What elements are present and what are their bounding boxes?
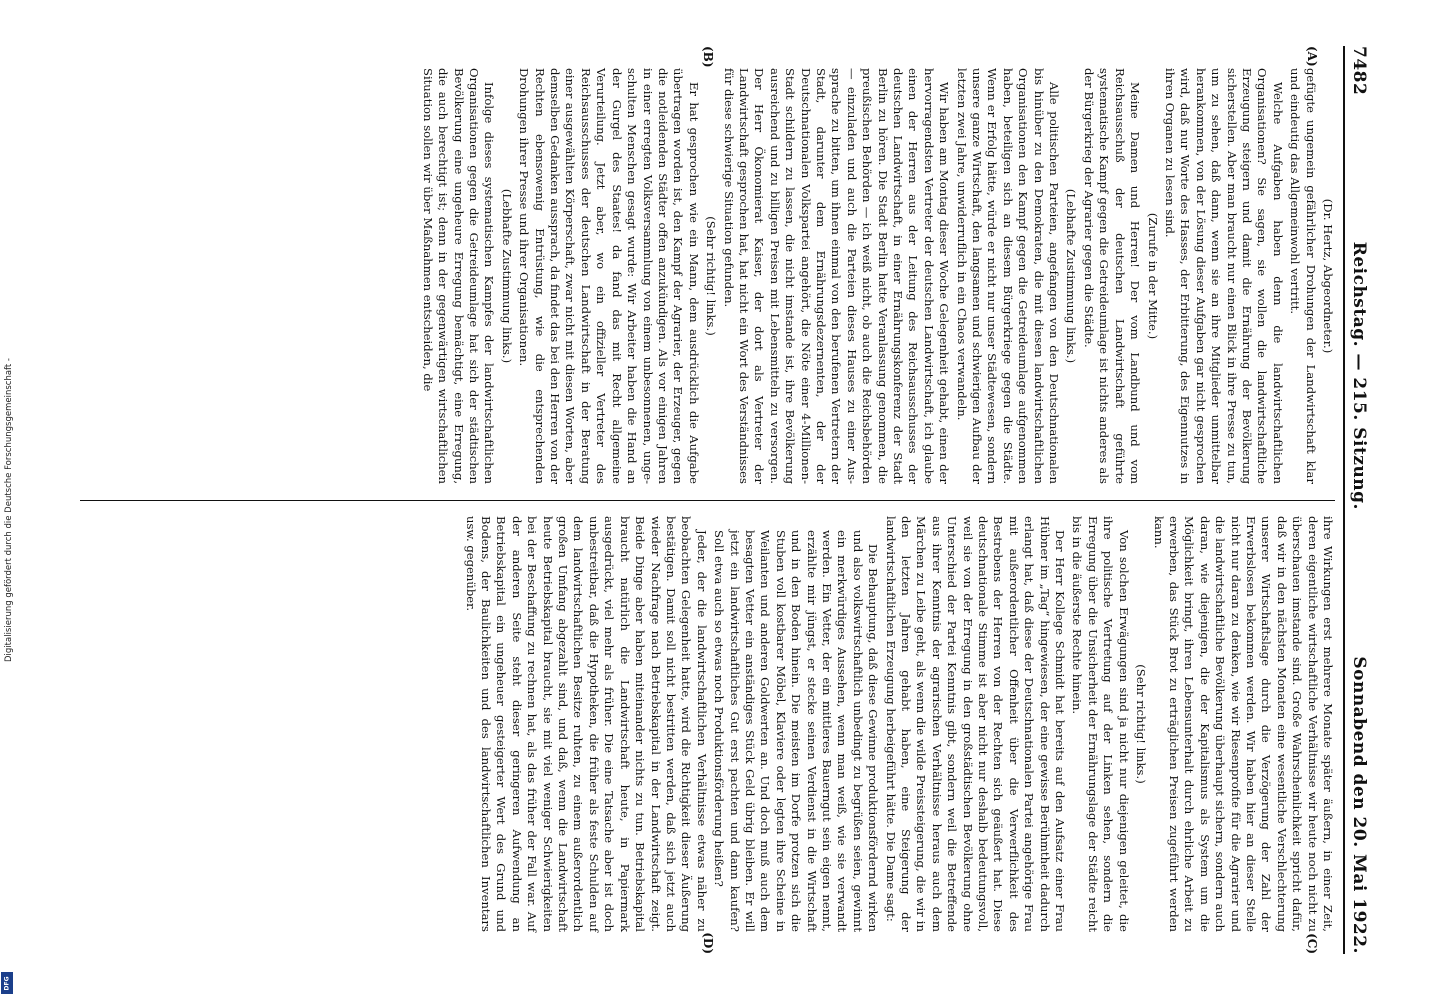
interjection: (Zurufe in der Mitte.) (1145, 212, 1160, 340)
paragraph: Wir haben am Montag dieser Woche Gelegenheit gehabt, einen der hervorragendsten Vertreter der deutschen Landwirtschaft, ich glaube einen der Herren aus der Leitung des Reichsausschusses der deutschen Landwirtschaft, in einer Ernährungskonferenz der Stadt Berlin zu hören. Die Stadt Berlin hatte Veranlassung genommen, die preußischen Behörden — ich weiß nicht, ob auch die Reichsbehörden — einzuladen und auch die Parteien dieses Hauses zu einer Aussprache zu bitten, um ihnen einmal von den berufenen Vertretern der Stadt, darunter dem Ernährungsdezernenten, der der Deutschnationalen Volkspartei angehört, die Nöte einer 4-Millionen-Stadt schildern zu lassen, die nicht imstande ist, ihre Bevölkerung ausreichend und zu billigen Preisen mit Lebensmitteln zu versorgen. Der Herr Ökonomierat Kaiser, der dort als Vertreter der Landwirtschaft gesprochen hat, hat nicht ein Wort des Verständnisses für diese schwierige Situation gefunden. (721, 68, 952, 484)
interjection: (Sehr richtig! links.) (1134, 664, 1149, 784)
page-date: Sonnabend den 20. Mai 1922. (1349, 656, 1369, 954)
text-columns (80, 46, 1335, 954)
paragraph: Von solchen Erwägungen sind ja nicht nur diejenigen geleitet, die ihre politische Vertretung auf der Linken sehen, sondern die Erregung über die Unsicherheit der Ernährungslage der Städte reicht bis in die äußerste Rechte hinein. (1070, 516, 1131, 932)
speaker-label: (Dr. Hertz, Abgeordneter.) (1321, 198, 1335, 354)
page-title: Reichstag. — 215. Sitzung. (1349, 241, 1369, 510)
left-column (80, 46, 1335, 500)
margin-marker-c: (C) (1305, 933, 1319, 954)
interjection: (Lebhafte Zustimmung links.) (499, 188, 514, 364)
margin-marker-a: (A) (1305, 46, 1319, 67)
margin-marker-b: (B) (701, 46, 715, 68)
paragraph: Alle politischen Parteien, angefangen von den Deutschnationalen bis hinüber zu den Demokraten, die mit diesen landwirtschaftlichen Organisationen den Kampf gegen die Getreideumlage aufgenommen haben, beteiligen sich an diesem Bürgerkriege gegen die Städte. Wenn er Erfolg hätte, würde er nicht nur unser Städtewesen, sondern unsere ganze Wirtschaft, den langsamen und schwierigen Aufbau der letzten zwei Jahre, unwiderruflich in ein Chaos verwandeln. (954, 68, 1062, 484)
paragraph: ihre Wirkungen erst mehrere Monate später äußern, in einer Zeit, deren eigentliche wirtschaftliche Verhältnisse wir heute noch nicht zu überschauen imstande sind. Große Wahrscheinlichkeit spricht dafür, daß wir in den nächsten Monaten eine wesentliche Verschlechterung unserer Wirtschaftslage durch die Verzögerung der Zahl der Erwerbslosen bekommen werden. Wir haben hier an dieser Stelle nicht nur daran zu denken, wie wir Riesenprofite für die Agrarier und die landwirtschaftliche Bevölkerung überhaupt sichern, sondern auch daran, wie diejenigen, die der Kapitalismus als System um die Möglichkeit bringt, ihren Lebensunterhalt durch ehrliche Arbeit zu erwerben, das Stück Brot zu erträglichen Preisen zugeführt werden kann. (1151, 516, 1335, 932)
paragraph: Welche Aufgaben haben denn die landwirtschaftlichen Organisationen? Sie sagen, sie wollen die landwirtschaftliche Erzeugung steigern und damit die Ernährung der Bevölkerung sicherstellen. Aber man braucht nur einen Blick in ihre Presse zu tun, um zu sehen, daß dann, wenn sie an ihre Mitglieder unmittelbar herankommen, von der Lösung dieser Aufgaben gar nicht gesprochen wird, daß nur Worte des Hasses, der Erbitterung, des Eigennutzes in ihren Organen zu lesen sind. (1162, 68, 1285, 484)
paragraph: Infolge dieses systematischen Kampfes der landwirtschaftlichen Organisationen gegen die Getreideumlage hat sich der städtischen Bevölkerung eine ungeheure Erregung bemächtigt, eine Erregung, die auch berechtigt ist; denn in der gegenwärtigen wirtschaftlichen Situation sollen wir über Maßnahmen entscheiden, die (420, 68, 497, 484)
digitization-notice: Digitalisierung gefördert durch die Deutsche Forschungsgemeinschaft - (4, 358, 14, 662)
dfg-logo-text: DFG (3, 975, 11, 991)
paragraph: Jeder, der die landwirtschaftlichen Verhältnisse etwas näher zu beobachten Gelegenheit hatte, wird die Richtigkeit dieser Äußerung bestätigen. Damit soll nicht bestritten werden, daß sich jetzt auch wieder Nachfrage nach Betriebskapital in der Landwirtschaft zeigt. Beide Dinge aber haben miteinander nichts zu tun. Betriebskapital braucht natürlich die Landwirtschaft heute, in Papiermark ausgedrückt, viel mehr als früher. Die eine Tatsache aber ist doch unbestreitbar, daß die Hypotheken, die früher als feste Schulden auf dem landwirtschaftlichen Besitze ruhten, zu einem außerordentlich großen Umfang abgezahlt sind, und daß, wenn die Landwirtschaft heute Betriebskapital braucht, sie mit viel weniger Schwierigkeiten bei der Beschaffung zu rechnen hat, als das früher der Fall war. Auf der anderen Seite steht dieser geringeren Aufwendung an Betriebskapital ein ungeheuer gesteigerter Wert des Grund und Bodens, der Baulichkeiten und des landwirtschaftlichen Inventars usw. gegenüber. (463, 516, 709, 932)
dfg-logo-icon (1, 972, 13, 994)
page-header (1343, 46, 1369, 954)
right-column (80, 500, 1335, 954)
interjection: (Sehr richtig! links.) (704, 216, 719, 336)
paragraph: Er hat gesprochen wie ein Mann, dem ausdrücklich die Aufgabe übertragen worden ist, den Kampf der Agrarier, der Erzeuger, gegen die notleidenden Städter offen anzukündigen. Als vor einigen Jahren in einer erregten Volksversammlung von einem unbesonnenen, ungeschulten Menschen gesagt wurde: Wir Arbeiter haben die Hand an der Gurgel des Staates! da fand das mit Recht allgemeine Verurteilung. Jetzt aber, wo ein offizieller Vertreter des Reichsausschusses der deutschen Landwirtschaft in der Beratung einer ausgewählten Körperschaft, zwar nicht mit diesen Worten, aber demselben Gedanken aussprach, da findet das bei den Herren von der Rechten ebensowenig Entrüstung, wie die entsprechenden Drohungen ihrer Presse und ihrer Organisationen. (517, 68, 701, 484)
paragraph: Der Herr Kollege Schmidt hat bereits auf den Aufsatz einer Frau Hübner im „Tag“ hingewiesen, der eine gewisse Berühmtheit dadurch erlangt hat, daß diese der Deutschnationalen Partei angehörige Frau mit außerordentlicher Offenheit über die Verwerflichkeit des Bestrebens der Herren von der Rechten sich geäußert hat. Diese deutschnationale Stimme ist aber nicht nur deshalb bedeutungsvoll, weil sie von der Erregung in den großstädtischen Bevölkerung ohne Unterschied der Partei Kenntnis gibt, sondern weil die Betreffende aus ihrer Kenntnis der agrarischen Verhältnisse heraus auch dem Märchen zu Leibe geht, als wenn die wilde Preissteigerung, die wir in den letzten Jahren gehabt haben, eine Steigerung der landwirtschaftlichen Erzeugung herbeigeführt hätte. Die Dame sagt: (883, 516, 1068, 932)
margin-marker-d: (D) (701, 932, 715, 954)
page-number: 7482 (1349, 46, 1369, 96)
document-page (47, 20, 1387, 980)
interjection: (Lebhafte Zustimmung links.) (1064, 188, 1079, 364)
digitization-sidebar (2, 20, 16, 1000)
block-quote: Die Behauptung, daß diese Gewinne produktionsfördernd wirken und also volkswirtschaftlich unbedingt zu begrüßen seien, gewinnt ein merkwürdiges Aussehen, wenn man weiß, wie sie verwandt werden. Ein Vetter, der ein mittleres Bauerngut sein eigen nennt, erzählte mir jüngst, er stecke seinen Verdienst in die Wirtschaft und in den Boden hinein. Die meisten im Dorfe protzen sich die Stuben voll kostbarer Möbel, Klaviere oder legten ihre Scheine in Weilanten und anderen Goldwerten an. Und doch muß auch dem besagten Vetter ein anständiges Stück Geld übrig bleiben. Er will jetzt ein landwirtschaftliches Gut erst pachten und dann kaufen? Soll etwa auch so etwas noch Produktionsförderung heißen? (712, 530, 881, 932)
paragraph: gefügte ungemein gefährlicher Drohungen der Landwirtschaft klar und eindeutig das Allgemeinwohl vertritt. (1288, 68, 1318, 484)
paragraph: Meine Damen und Herren! Der vom Landbund und vom Reichsausschuß der deutschen Landwirtschaft geführte systematische Kampf gegen die Getreideumlage ist nichts anderes als der Bürgerkrieg der Agrarier gegen die Städte. (1081, 68, 1143, 484)
